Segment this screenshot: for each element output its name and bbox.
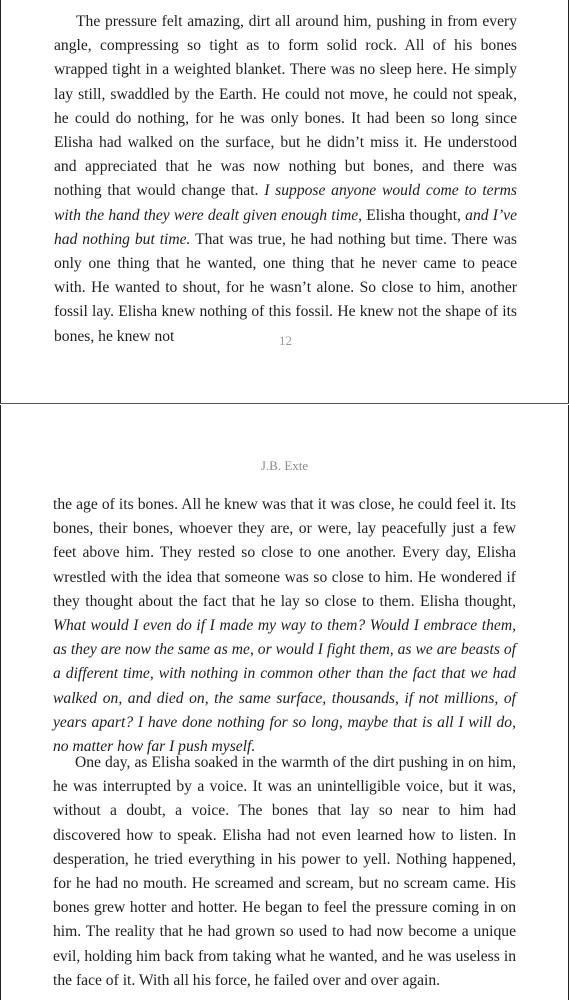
page-12 <box>0 0 569 404</box>
paragraph-age-of-bones <box>53 493 516 759</box>
italic-thought: I suppose anyone would come to terms with the hand they were dealt given enough time, <box>54 182 517 224</box>
text-run: The pressure felt amazing, dirt all around him, pushing in from every angle, compressing so tight as to form solid rock. All of his bones wrapped tight in a weighted blanket. There was no sleep here. He simply lay still, swaddled by the Earth. He could not move, he could not speak, he could do nothing, for he was only bones. It had been so long since Elisha had walked on the surface, but he didn’t miss it. He understood and appreciated that he was now nothing but bones, and there was nothing that would change that. <box>54 13 517 200</box>
paragraph-one-day: One day, as Elisha soaked in the warmth of the dirt pushing in on him, he was interrupted by a voice. It was an unintelligible voice, but it was, without a doubt, a voice. The bones that lay so near to him had discovered how to speak. Elisha had not even learned how to listen. In desperation, he tried everything in his power to yell. Nothing happened, for he had no mouth. He screamed and scream, but no scream came. His bones grew hotter and hotter. He began to feel the pressure coming in on him. The reality that he had grown so used to had now become a unique evil, holding him back from taking what he wanted, and he was useless in the face of it. With all his force, he failed over and over again. <box>53 754 516 989</box>
italic-thought: What would I even do if I made my way to them? Would I embrace them, as they are now the same as me, or would I fight them, as we are beasts of a different time, with nothing in common other than the fact that we had walked on, and died on, the same surface, thousands, if not millions, of years apart? I have done nothing for so long, maybe that is all I will do, no matter how far I push myself. <box>53 617 516 756</box>
running-header: J.B. Exte <box>260 458 309 473</box>
page-divider <box>0 403 569 404</box>
italic-thought: and I’ve had nothing but time. <box>54 206 517 248</box>
paragraph-pressure <box>54 10 517 349</box>
text-run: That was true, he had nothing but time. There was only one thing that he wanted, one thing that he never came to peace with. He wanted to shout, for he wasn’t alone. So close to him, another fossil lay. Elisha knew nothing of this fossil. He knew not the shape of its bones, he knew not <box>54 230 517 345</box>
page-number: 12 <box>279 333 292 348</box>
text-run: the age of its bones. All he knew was that it was close, he could feel it. Its bones, their bones, whoever they are, or were, lay peacefully just a few feet above him. They rested so close to one another. Every day, Elisha wrestled with the idea that someone was so close to him. He wondered if they thought about the fact that he lay so close to them. Elisha thought, <box>53 496 516 610</box>
text-run: Elisha thought, <box>362 206 466 224</box>
